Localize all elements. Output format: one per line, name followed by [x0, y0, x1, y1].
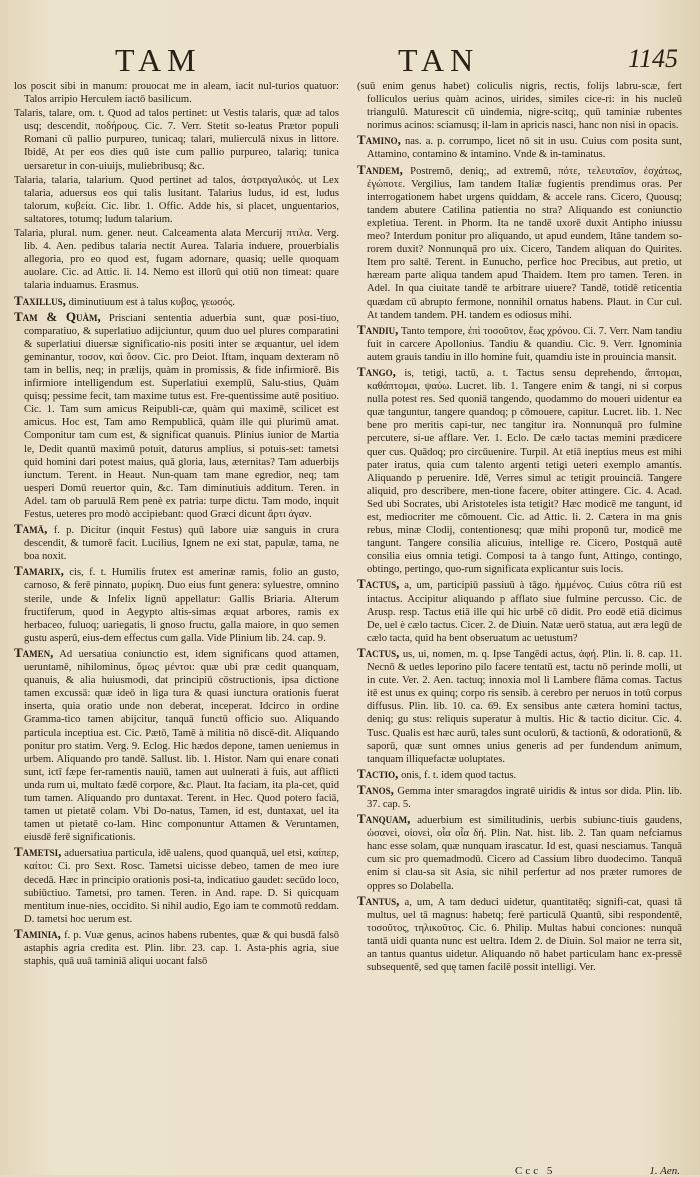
entry-text: Talaria, talaria, talarium. Quod pertinet ad talos, ἀστραγαλικός. ut Lex talaria, aduersus eos qui talis lusitant. Talarius ludus, id est, ludus talorum, κυβεία. Cic. libr. 1. Offic. Adde his, si placet, unguentarios, saltatores, totumq; ludum talarium. — [14, 174, 339, 225]
entry-text: Talaria, plural. num. gener. neut. Calceamenta alata Mercurij πτιλα. Verg. lib. 4. Aen. pedibus talaria nectit Aurea. Talaria induere, prouerbialis allegoria, pro eo quod est, fugam adornare, quasiq; uelle quoquam auolare. Cic. ad Attic. li. 14. Nemo est illorū qui otiū non timeat: quare talaria induamus. Erasmus. — [14, 228, 339, 292]
entry-text: Prisciani sententia aduerbia sunt, quæ posi-tiuo, comparatiuo, & superlatiuo adijciuntur, quum duo uel plures comparatini & superlatiui diuersæ significatio-nis positi inter se æquantur, uel idem geminantur, τοσον, καὶ ὅσον. Cic. pro Deiot. Iftam, inquam dexteram nō tam in bellis, neq; in prælijs, quàm in promissis, & fide infirmiorē. Bis infirmiore intelligendum est. Superlatiui exemplū, Salu-stius, Quàm quisq; pessime fecit, tam maxime tutus est. Fre-quentissime autē positiuo. Cic. 1. Tam sum amicus Reipubli-cæ, quàm qui maximē, scilicet est amicus. Hoc est, Tam amo Rempublicā, quàm ille qui plurimū amat. Componitur tam cum est, & significat quanuis. Plinius iunior de Martia le, Dedit quantū maximū potuit, daturus amplius, si potuis-set: tametsi quid homini dari potest maius, quā gloria, laus, æternitas? Tam aduerbijs iunctum. Terent. in Heaut. Nun-quam tam mane egredior, neq; tam uesperi Domū reuertor quin, &c. Tam diminutiuis additum. Teren. in Adel. tam ob paruulā Rem penè ex patria: turpe dictu. Tam modo, inquit Festus, ueteres pro modò accipiebant: quod Græci dicunt ἄρτι ἀγαν. — [24, 312, 339, 520]
dictionary-entry — [14, 294, 339, 309]
right-column — [357, 80, 682, 1147]
dictionary-entry — [14, 845, 339, 926]
entry-headword: Tactus, — [357, 644, 400, 660]
entry-text: a, um, participiū passiuū à tāgo. ἡμμένος. Cuius cōtra riū est intactus. Accipitur aliquando p afflato siue fulmine percusso. Cic. de Arusp. resp. Tactus etiā ille qui hic urbē cō didit. Pro eodē etiā dicimus De, uel è cælo tactus. Cicer. 2. de Diuin. Natæ uerō statua, aut æra legū de cælo tacta, quid ha bent obseruatum ac uetustum? — [367, 580, 682, 644]
entry-headword: Tametsi, — [14, 844, 62, 860]
entry-text: f. p. Dicitur (inquit Festus) quū labore uiæ sanguis in crura descendit, & tumorē facit. Lucilius, Ignem ne exi stat, papulæ, tama, ne boa noxit. — [24, 525, 339, 563]
entry-text: aduersatiua particula, idē ualens, quod quanquā, uel etsi, καίπερ, καίτοι: Ci. pro Sext. Rosc. Tametsi uicisse debeo, tamen de meo iure decedā. Hæc in principio orationis posi-ta, indicatiuo gaudet: secūdo loco, subiūctiuo. Tametsi, pro tamen. Teren. in And. rape. D. Si quicquam mentitum inue-nies, occidito. Si nihil audio, Ego iam te commotū reddam. D. tametsi hoc uerum est. — [24, 848, 339, 925]
entry-text: onis, f. t. idem quod tactus. — [401, 769, 517, 781]
header-right-word: TAN — [398, 42, 480, 78]
dictionary-entry — [357, 323, 682, 364]
dictionary-entry — [357, 767, 682, 782]
dictionary-entry — [14, 522, 339, 563]
entry-headword: Tanquam, — [357, 811, 411, 827]
left-column — [14, 80, 339, 1147]
dictionary-entry — [14, 564, 339, 645]
entry-text: nas. a. p. corrumpo, licet nō sit in usu. Cuius com posita sunt, Attamino, contamino & intamino. Vnde & in-taminatus. — [367, 136, 682, 161]
dictionary-entry — [357, 812, 682, 893]
entry-text: Ad uersatiua coniunctio est, idem significans quod attamen, ueruntamē, nihilominus, ὅμως μέντοι: quæ ubi præ cedit quanquam, quanuis, & alia huiusmodi, dat principiū cōstructionis, ipsa dictione tamen excussā: quæ ideō in liga tura & quasi iunctura orationis fuerat inserta, quia oratio unde non deberat, inceperat. Idcirco in ordine Gramma-tico tamen abijcitur, tanquā functū officio suo. Aliquando particula inceptiua est. Cic. Pætō, Tamē à militia nō discē-dit. Aliquando ponitur pro statim. Verg. 9. Eclog. Hic hædos depone, tamen ueniemus in urbem. Aliquando pro tandē. Sallust. lib. 1. Histor. Nam qui enare conati sunt, ictī fæpe fer-ramentis nauiū, tamen aut uulnerati à fuis, aut afflicti unda rum ui, multato fædē corpore, &c. Plaut. Ita faciam, ita pla-cet, quid tum tamen. Aliquando pro duntaxat. Terent. in Hec. Quod potero faciā, tamen ut pietatē colam. Vbi Do-natus, Tamen, id est, duntaxat, uel ita tamen ut pietatē co-lam. Hinc componuntur Attamen & Veruntamen, eiusdē ferē significationis. — [24, 648, 339, 844]
dictionary-entry — [357, 133, 682, 161]
signature-mark: Ccc 5 — [515, 1165, 556, 1177]
entry-headword: Tamen, — [14, 644, 54, 660]
entry-text: us, ui, nomen, m. q. Ipse Tangēdi actus, ἁφή. Plin. li. 8. cap. 11. Necnō & uetles leporino pilo facere tentatū est, tactu nō perinde molli, ut in cute. Ver. 2. Aen. tactuq; innoxia mol li Lambere flāma comas. Tactus itē est unus ex quinq; corpo ris sensib. à cerebro per neruos in totū corpus diffusus. Plin. lib. 10. ca. 69. Ex sensibus ante cætera homini tactus, deniq; gu stus: reliquis superatur à multis. Hic & tactio dicitur. Cic. 4. Tusc. Qualis est hæc aurū, tales sunt oculorū, & tactionū, & odorationū, & saporū, quæ sunt omnes unius generis ad per fundendum animum, tanquam illiquefactæ uoluptates. — [367, 648, 682, 765]
dictionary-entry — [14, 927, 339, 968]
dictionary-entry — [357, 365, 682, 577]
catchword: 1. Aen. — [649, 1165, 680, 1177]
dictionary-entry — [14, 646, 339, 844]
entry-text: Talaris, talare, om. t. Quod ad talos pertinet: ut Vestis talaris, quæ ad talos usq; descendit, ποδήρους. Cic. 7. Verr. Stetit so-leatus Prætor populi Romani cū pallio purpureo, tunicaq; talari, mulierculā nixus in littore. Ibidē, At per eos dies quū iste cum pallio purpureo, talariq; tunica uersaretur in con-uiuijs, muliebribusq; &c. — [14, 108, 339, 172]
entry-text: Postremō, deniq;, ad extremū, πότε, τελευταῖον, ἐσχάτως, ἐγώποτε. Vergilius, Iam tandem Italiæ fugientis prendimus oras. Per interrogationem habet urgens quiddam, & accele rans. Cicero, Quousq; tandem abutere Catilina patientia no stra? Aliquando est coniunctio expletiua. Terent. in Phorm. Ita ne tandē uxorē duxit Antipho iniussu meo? Interdum ponitur pro aliquando, ut apud eundem, Itāne tandem so-rorem duxit? Nonnunquā pro uix. Cicero, Tandem aliquan do Quirites. Item pro saltē. Terent. in Eunucho, perfice hoc Precibus, aut pretio, ut hæream parte aliqua tandem apud Thaidem. Item pro tamen. Teren. in Adel. In qua ciuitate tandē te arbitrare uiuere? Tandē, totidē reticentia quædam cū abrupto fermone, nonnihil ornatus habens. Plaut. in Cur cul. At tandem tandem. PH. tandem es odiosus mihi. — [367, 165, 682, 321]
entry-headword: Tango, — [357, 363, 396, 379]
header-left-word: TAM — [115, 42, 202, 78]
entry-text: Tanto tempore, ἐπὶ τοσοῦτον, ἕως χρόνου. Ci. 7. Verr. Nam tandiu fuit in carcere Apollonius. Tandiu & quandiu. Cic. 9. Verr. Ignominia autem grauis tandiu in illo homine fuit, quamdiu iste in prouincia mansit. — [367, 325, 682, 363]
entry-headword: Tanos, — [357, 781, 394, 797]
dictionary-entry — [357, 894, 682, 975]
entry-text: f. p. Vuæ genus, acinos habens rubentes, quæ & qui busdā falsō astaphis agria credita est. Plin. libr. 23. cap. 1. Asta-phis agria, siue staphis, quā uuā taminiā aliqui uocant falsō — [24, 929, 339, 968]
dictionary-entry — [14, 80, 339, 106]
dictionary-entry — [14, 107, 339, 172]
entry-headword: Tactus, — [357, 576, 400, 592]
dictionary-entry — [14, 310, 339, 522]
dictionary-entry — [357, 80, 682, 132]
page-number: 1145 — [627, 44, 678, 73]
entry-headword: Tactio, — [357, 765, 399, 781]
entry-headword: Tamarix, — [14, 563, 64, 579]
entry-headword: Taminia, — [14, 925, 61, 941]
entry-text: aduerbium est similitudinis, uerbis subiunc-tiuis gaudens, ὡσανεὶ, οἱονεὶ, οἷα οἷα δή. Plin. Nat. hist. lib. 2. Tan quam nefciamus hanc esse solam, quæ nunquam irascatur. Id est, quasi nesciamus. Tanquā cum sic pro quemadmodū. Cicero ad Cassium libro duodecimo. Tanquā enim si clau-sa sit Asia, sic nihil perfertur ad nos præter rumores de oppres so Dolabella. — [367, 815, 682, 892]
entry-headword: Tantus, — [357, 892, 400, 908]
entry-text: los poscit sibi in manum: prouocat me in aleam, iacit nul-turios quatuor: Talos arripio Herculem iactō basilicum. — [14, 81, 339, 106]
entry-text: a, um, A tam deduci uidetur, quantitatēq; signifi-cat, quasi tā multus, uel tā magnus: habetq; ferè particulā Quantū, sibi respondentē, τοσοῦτος, τηλικοῦτος. Cic. 6. Philip. Multas habui conciones: nunquā tantā uidi quanta nunc est ueltra. Idem 2. de Diuin. Sol maior ne terra sit, an tantus quantus uidetur. Aliquando nō habet particulam hanc ex-pressē subsequentē, sed quę tamen facilē possit intelligi. Ver. — [367, 896, 682, 974]
dictionary-entry — [14, 174, 339, 226]
dictionary-entry — [357, 577, 682, 644]
entry-headword: Tam & Quàm, — [14, 308, 101, 324]
dictionary-entry — [357, 783, 682, 811]
entry-headword: Tandiu, — [357, 321, 399, 337]
entry-text: diminutiuum est à talus κυβος, γεωσός. — [68, 296, 235, 308]
entry-headword: Tamino, — [357, 132, 401, 148]
entry-text: (suū enim genus habet) coliculis nigris, rectis, folijs labru-scæ, fert folliculos uerius quàm acinos, uirides, similes cice-ri: in his nucleū triangulū. Maturescit cū uindemia, nigre-scitq;, quū taminiæ rubentes norimus acinos: sciamusq; il-lam in apricis nasci, hanc non nisi in opacis. — [357, 81, 682, 132]
entry-headword: Tandem, — [357, 161, 403, 177]
dictionary-entry — [14, 227, 339, 292]
running-header — [0, 42, 700, 82]
entry-text: is, tetigi, tactū, a. t. Tactus sensu deprehendo, ἅπτομαι, καθάπτομαι, ψαύω. Lucret. lib. 1. Tangere enim & tangi, ni si corpus nulla potest res. Sed quoniā tangendo, quodammo do moueri uidentur ea quæ tanguntur, tangere quandoq; p cōmouere, capitur. Lucret. lib. 1. Nec bene pro meritis capi-tur, nec tangitur ira. Nonnunquā pro fulmine percutere, si-ue afflare. Ver. 1. Eclo. De cælo tactas memini prædicere quer cus. Quādoq; pro circūuenire. Turpil. At etiā ineptius meus est mihi pater iratus, quia cum talento argenti tetigi ueteri exemplo amantis. Aliquando p peruenire. Idē, Verres simul ac tetigit prouinciā. Tangere aliquid, pro describere, men-tione facere, obiter attingere. Cic. 4. Acad. Sed ubi Socrates, ubi Aristoteles ista tetigit? Hæc modicē me tangunt, id est, mediocriter me cōmouent. Cic. ad Attic. li. 2. Cætera in ma gnis rebus, minæ Clodij, contentionesq; quæ mihi proponū tur, modicē me tangunt. Tangere consilia alicuius, intellige re. Cicero, Postquā autē consilia eius omnia tetigi. Composi ta à tango funt, Attingo, contingo, obtingo, pertingo, quo-rum significata explicantur suis locis. — [367, 367, 682, 576]
entry-headword: Taxillus, — [14, 292, 66, 308]
entry-text: Gemma inter smaragdos ingratē uiridis & intus sor dida. Plin. lib. 37. cap. 5. — [367, 785, 682, 810]
entry-headword: Tamā, — [14, 521, 48, 537]
dictionary-entry — [357, 163, 682, 322]
dictionary-entry — [357, 646, 682, 766]
entry-text: cis, f. t. Humilis frutex est amerinæ ramis, folio an gusto, carnoso, & ferē pinnato, μυρίκη. Duo eius funt genera: syluestre, omnino sterile, unde & Infelix lignū appellatur: Gallis Briaria. Alterum fructiferum, quod in Aegypto altis-simas æquat arbores, ramis ex herbaceo, fuluoq; uariegatis, li gnoso fructu, galla maiore, in quo semen gustu asperū, eius-dem effectus cum galla. Vide Plinium lib. 24. cap. 9. — [24, 567, 339, 644]
